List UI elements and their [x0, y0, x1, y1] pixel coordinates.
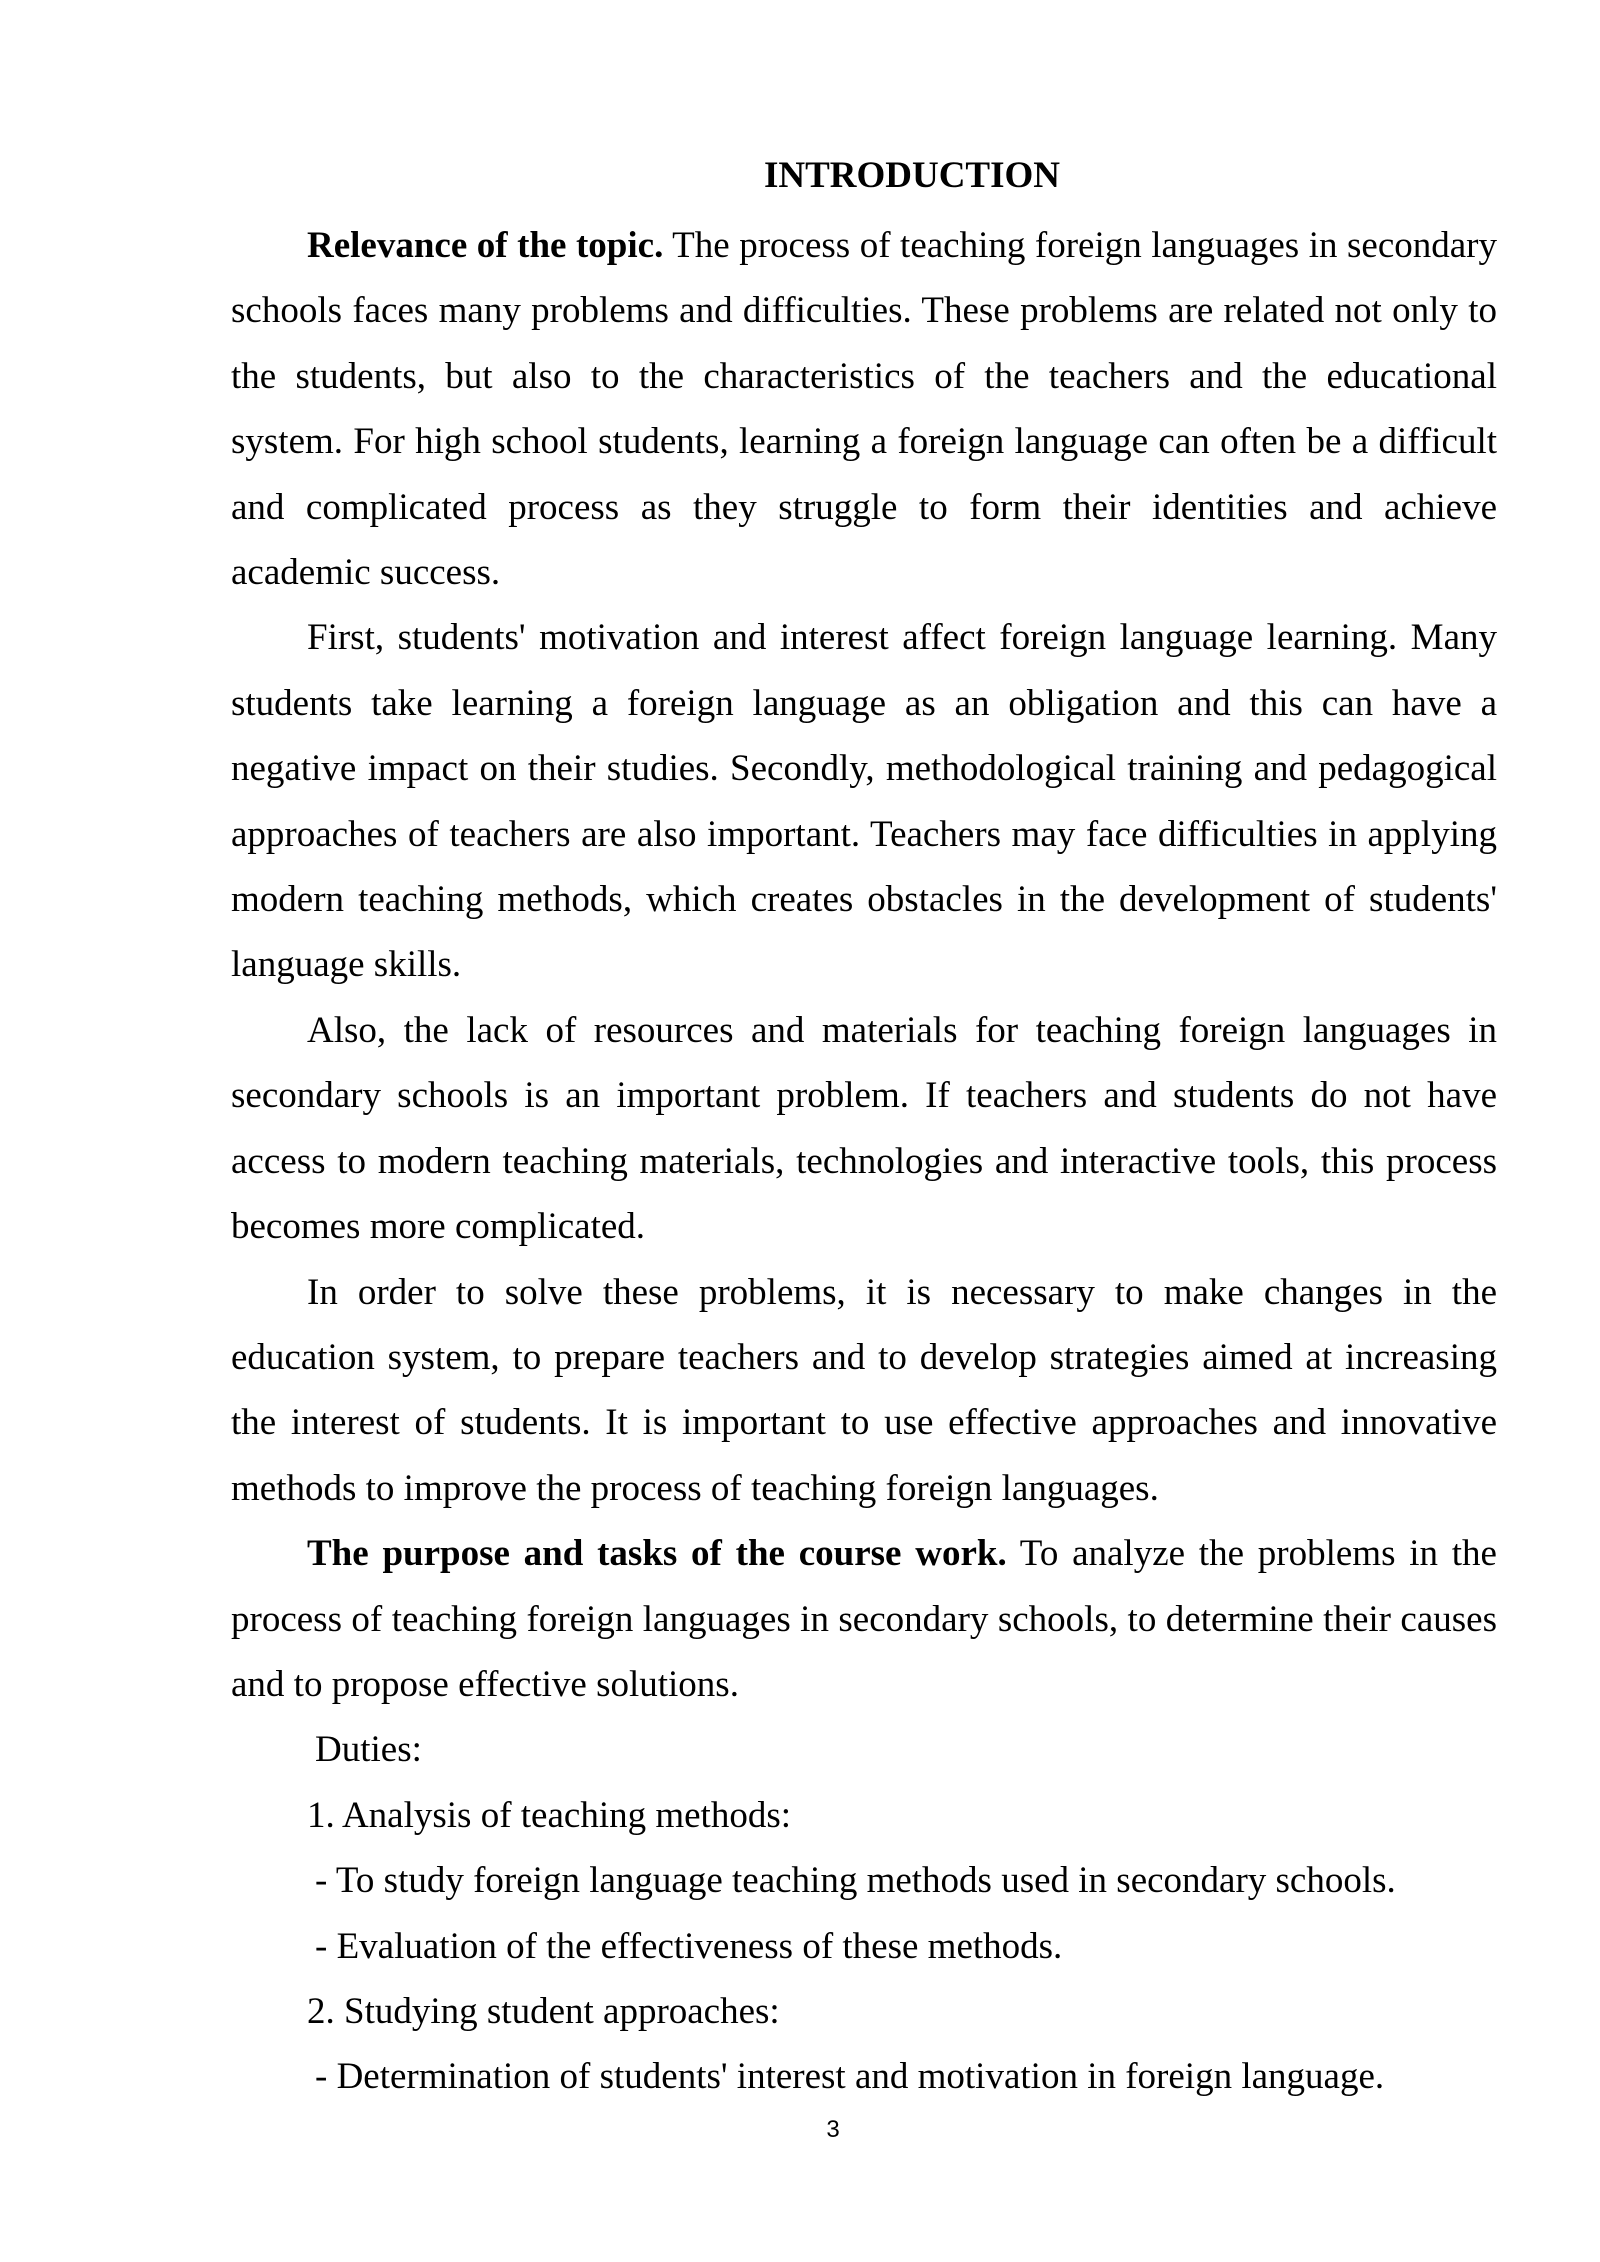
page-number: 3 — [826, 2116, 840, 2143]
paragraph-text: First, students' motivation and interest affect foreign language learning. Many students take learning a foreign language as an obligation and this can have a negative impact on their studies. Secondly, methodological training and pedagogical approaches of teachers are also important. Teachers may face difficulties in applying modern teaching methods, which creates obstacles in the development of students' language skills. — [231, 617, 1497, 986]
page-content — [231, 148, 1497, 2110]
duty-item: - To study foreign language teaching methods used in secondary schools. — [315, 1860, 1396, 1902]
paragraph-relevance — [231, 213, 1497, 605]
duty-item: - Evaluation of the effectiveness of these methods. — [315, 1925, 1063, 1967]
paragraph-resources — [231, 998, 1497, 1260]
duty-item: - Determination of students' interest and motivation in foreign language. — [315, 2056, 1385, 2098]
paragraph-text: Also, the lack of resources and materials for teaching foreign languages in secondary schools is an important problem. If teachers and students do not have access to modern teaching materials, technologies and interactive tools, this process becomes more complicated. — [231, 1009, 1497, 1248]
paragraph-text: The process of teaching foreign languages in secondary schools faces many problems and difficulties. These problems are related not only to the students, but also to the characteristics of the teachers and the educational system. For high school students, learning a foreign language can often be a difficult and complicated process as they struggle to form their identities and achieve academic success. — [231, 225, 1498, 594]
paragraph-text: In order to solve these problems, it is necessary to make changes in the education system, to prepare teachers and to develop strategies aimed at increasing the interest of students. It is important to use effective approaches and innovative methods to improve the process of teaching foreign languages. — [231, 1271, 1497, 1509]
paragraph-text: To analyze the problems in the process of teaching foreign languages in secondary schools, to determine their causes and to propose effective solutions. — [231, 1533, 1497, 1705]
duty-heading: 1. Analysis of teaching methods: — [307, 1794, 792, 1836]
paragraph-motivation — [231, 605, 1497, 997]
duties-label: Duties: — [315, 1729, 422, 1771]
page-title: INTRODUCTION — [763, 155, 1061, 196]
duty-heading: 2. Studying student approaches: — [307, 1990, 780, 2032]
paragraph-lead: Relevance of the topic. — [307, 225, 664, 266]
paragraph-lead: The purpose and tasks of the course work. — [307, 1533, 1007, 1575]
paragraph-solutions — [231, 1260, 1497, 1522]
paragraph-purpose — [231, 1521, 1497, 1717]
